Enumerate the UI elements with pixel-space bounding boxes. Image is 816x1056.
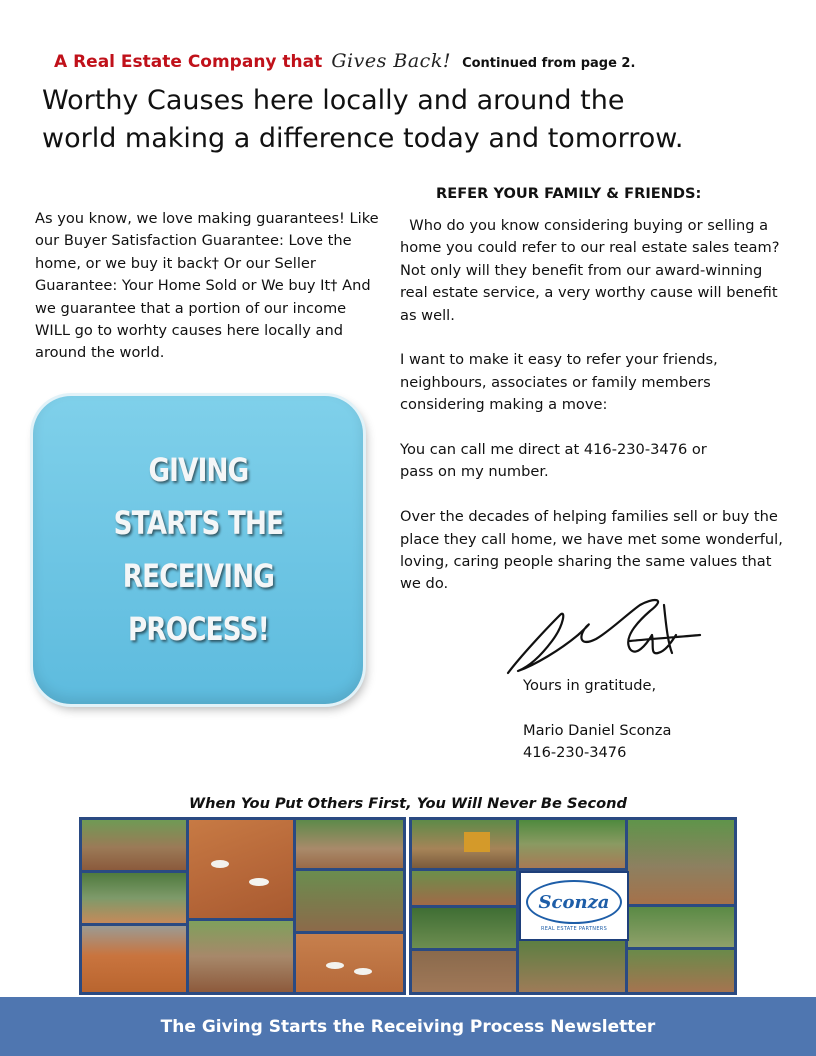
photo-tile — [82, 926, 186, 992]
sign-off: Yours in gratitude, — [523, 677, 657, 694]
intro-paragraph: As you know, we love making guarantees! Like our Buyer Satisfaction Guarantee: Love the home, or we buy it back† Or our Seller Guarantee: Your Home Sold or We buy It† And we guarantee that a portion of our income WILL go to worhty causes here locally and around the world. — [35, 210, 379, 362]
headline-line-1: Worthy Causes here locally and around the — [42, 85, 625, 116]
photo-tile — [412, 871, 516, 905]
refer-paragraph-3 — [400, 439, 792, 484]
motto-caption: When You Put Others First, You Will Never Be Second — [189, 795, 627, 812]
photo-tile — [296, 871, 403, 931]
refer-paragraph-1: Who do you know considering buying or selling a home you could refer to our real estate sales team? Not only will they benefit from our award-winning real estate service, a very worthy cause will benefit as well. — [400, 217, 780, 324]
photo-tile — [412, 951, 516, 992]
photo-tile — [519, 820, 625, 868]
page-headline — [42, 82, 782, 158]
gives-back-script: Gives Back! — [331, 50, 451, 72]
continued-note: Continued from page 2. — [462, 56, 636, 71]
author-phone: 416-230-3476 — [523, 744, 627, 762]
photo-tile — [189, 921, 293, 992]
giving-line-3: RECEIVING — [122, 557, 274, 595]
photo-tile — [82, 873, 186, 923]
photo-tile — [519, 941, 625, 992]
sconza-logo — [519, 871, 629, 941]
giving-line-2: STARTS THE — [113, 504, 283, 542]
photo-collage-left — [79, 817, 406, 995]
photo-tile — [82, 820, 186, 870]
headline-line-2: world making a difference today and tomorrow. — [42, 123, 684, 154]
pass-on-line: pass on my number. — [400, 463, 549, 481]
header-line — [54, 50, 635, 72]
logo-subtitle: REAL ESTATE PARTNERS — [540, 926, 608, 932]
closing-block — [523, 675, 671, 765]
handwritten-signature — [500, 595, 705, 680]
photo-tile — [189, 820, 293, 918]
photo-tile — [412, 820, 516, 868]
refer-heading: REFER YOUR FAMILY & FRIENDS: — [436, 185, 702, 202]
giving-line-4: PROCESS! — [127, 610, 269, 648]
logo-oval — [526, 880, 622, 924]
footer-banner — [0, 997, 816, 1056]
giving-callout-box — [33, 396, 363, 704]
giving-callout-text — [113, 444, 283, 656]
refer-paragraph-2: I want to make it easy to refer your friends, neighbours, associates or family members considering making a move: — [400, 351, 718, 414]
refer-paragraph-4: Over the decades of helping families sell or buy the place they call home, we have met some wonderful, loving, caring people sharing the same values that we do. — [400, 508, 783, 593]
phone-line: You can call me direct at 416-230-3476 or — [400, 441, 707, 459]
photo-tile — [628, 820, 734, 904]
refer-body — [400, 215, 792, 596]
footer-title: The Giving Starts the Receiving Process Newsletter — [160, 1016, 656, 1037]
photo-tile — [628, 950, 734, 992]
photo-tile — [412, 908, 516, 948]
photo-tile — [296, 934, 403, 992]
giving-line-1: GIVING — [148, 451, 248, 489]
photo-tile — [628, 907, 734, 947]
author-name: Mario Daniel Sconza — [523, 721, 672, 739]
company-tagline: A Real Estate Company that — [54, 52, 323, 72]
photo-tile — [296, 820, 403, 868]
logo-wordmark: Sconza — [538, 891, 610, 913]
